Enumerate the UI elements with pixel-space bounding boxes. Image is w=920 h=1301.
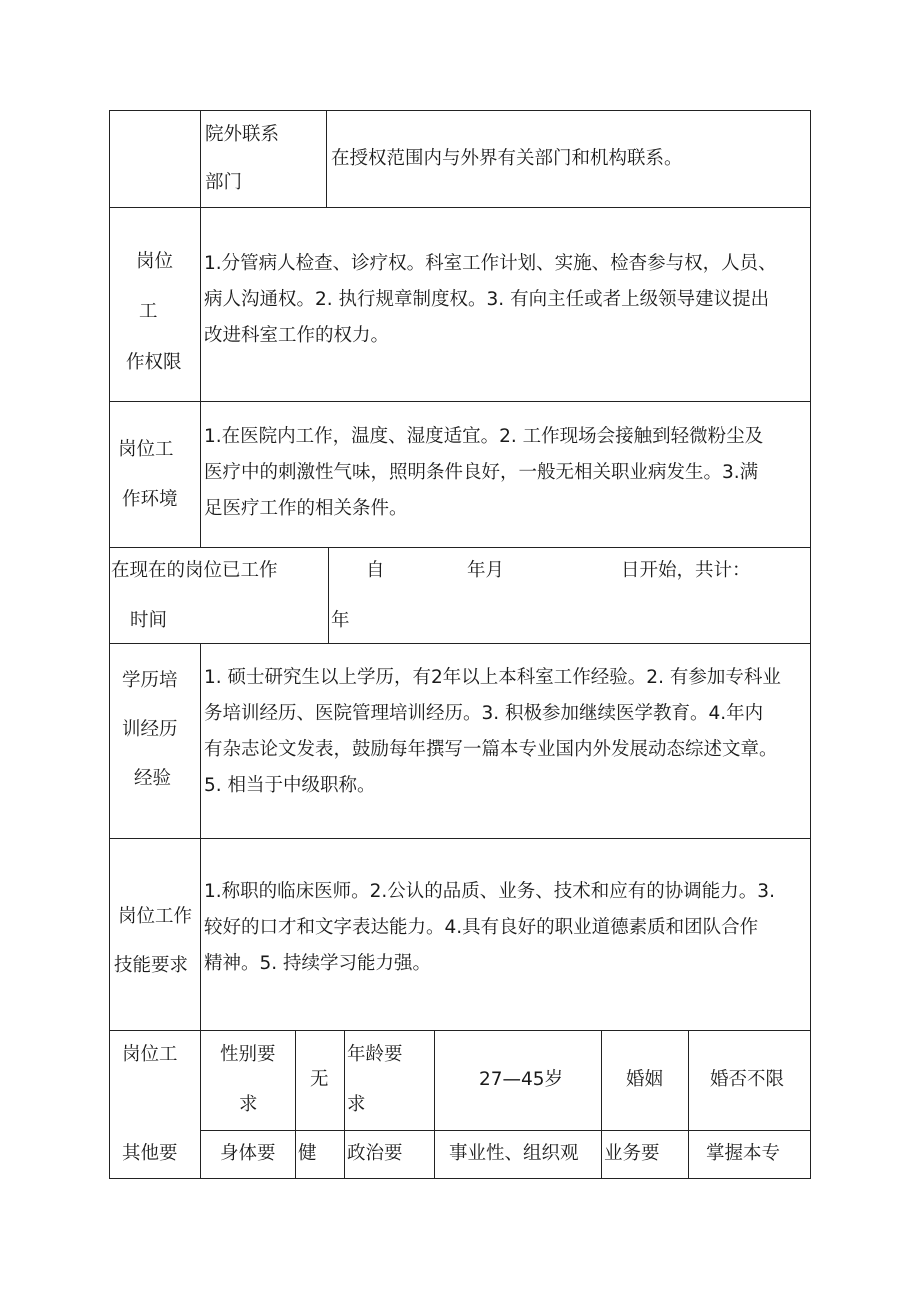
col-divider	[434, 1030, 435, 1178]
other-label-line2: 其他要	[122, 1143, 178, 1164]
marriage-value: 婚否不限	[710, 1069, 785, 1090]
business-value: 掌握本专	[706, 1143, 781, 1164]
external-contact-content: 在授权范围内与外界有关部门和机构联系。	[331, 148, 683, 169]
environment-content-line: 足医疗工作的相关条件。	[204, 498, 408, 519]
authority-label-line1: 岗位	[136, 251, 174, 272]
authority-label-line2: 工	[139, 301, 158, 322]
politics-value: 事业性、组织观	[449, 1143, 579, 1164]
tenure-label-line1: 在现在的岗位已工作	[111, 560, 278, 581]
education-content-line: 5. 相当于中级职称。	[204, 775, 376, 796]
col-divider	[344, 1030, 345, 1178]
body-label: 身体要	[220, 1143, 276, 1164]
authority-content	[204, 246, 777, 354]
education-label-line3: 经验	[134, 768, 172, 789]
environment-label-line1: 岗位工	[118, 439, 174, 460]
tenure-year: 年	[331, 610, 350, 631]
business-label: 业务要	[604, 1143, 660, 1164]
gender-label-line2: 求	[239, 1094, 258, 1115]
politics-label: 政治要	[347, 1143, 403, 1164]
row-divider	[109, 1030, 811, 1031]
authority-content-line: 1.分管病人检查、诊疗权。科室工作计划、实施、检杳参与权，人员、	[204, 253, 777, 274]
education-content	[204, 660, 781, 804]
col-divider	[200, 1030, 201, 1178]
age-label-line1: 年龄要	[347, 1044, 403, 1065]
authority-content-line: 改进科室工作的权力。	[204, 325, 390, 346]
skills-content-line: 精神。5. 持续学习能力强。	[204, 953, 432, 974]
tenure-label-line2: 时间	[130, 610, 168, 631]
age-value: 27—45岁	[479, 1069, 564, 1090]
marriage-label: 婚姻	[626, 1069, 664, 1090]
col-divider	[200, 110, 201, 207]
row-divider	[109, 838, 811, 839]
education-content-line: 有杂志论文发表，鼓励每年撰写一篇本专业国内外发展动态综述文章。	[204, 739, 778, 760]
tenure-year-month: 年月	[467, 560, 505, 581]
body-value: 健	[298, 1143, 317, 1164]
tenure-from: 自	[366, 560, 385, 581]
tenure-day-start: 日开始，共计：	[621, 560, 751, 581]
row-divider	[109, 547, 811, 548]
table-border-left	[109, 110, 110, 1178]
col-divider	[326, 110, 327, 207]
skills-content-line: 1.称职的临床医师。2.公认的品质、业务、技术和应有的协调能力。3.	[204, 881, 775, 902]
row-divider	[109, 643, 811, 644]
row-divider	[200, 1130, 811, 1131]
col-divider	[295, 1030, 296, 1178]
external-contact-label-line2: 部门	[205, 172, 243, 193]
education-content-line: 务培训经历、医院管理培训经历。3. 积极参加继续医学教育。4.年内	[204, 703, 764, 724]
skills-content	[204, 874, 775, 982]
skills-label-line1: 岗位工作	[118, 906, 193, 927]
col-divider	[200, 643, 201, 1030]
environment-content	[204, 419, 763, 527]
col-divider	[200, 207, 201, 547]
environment-content-line: 医疗中的刺激性气味，照明条件良好，一般无相关职业病发生。3.满	[204, 462, 759, 483]
gender-label-line1: 性别要	[220, 1044, 276, 1065]
table-border-top	[109, 110, 811, 111]
table-border-right	[810, 110, 811, 1178]
external-contact-label-line1: 院外联系	[205, 124, 280, 145]
age-label-line2: 求	[347, 1094, 366, 1115]
table-border-bottom	[109, 1178, 811, 1179]
environment-label-line2: 作环境	[122, 489, 178, 510]
education-label-line2: 训经历	[122, 719, 178, 740]
environment-content-line: 1.在医院内工作，温度、湿度适宜。2. 工作现场会接触到轻微粉尘及	[204, 426, 764, 447]
col-divider	[328, 547, 329, 643]
gender-value: 无	[310, 1069, 329, 1090]
education-content-line: 1. 硕士研究生以上学历，有2年以上本科室工作经验。2. 有参加专科业	[204, 667, 781, 688]
skills-content-line: 较好的口才和文字表达能力。4.具有良好的职业道德素质和团队合作	[204, 917, 759, 938]
col-divider	[601, 1030, 602, 1178]
row-divider	[109, 401, 811, 402]
other-label-line1: 岗位工	[122, 1044, 178, 1065]
authority-content-line: 病人沟通权。2. 执行规章制度权。3. 有向主任或者上级领导建议提出	[204, 289, 770, 310]
skills-label-line2: 技能要求	[114, 955, 189, 976]
col-divider	[688, 1030, 689, 1178]
education-label-line1: 学历培	[122, 670, 178, 691]
row-divider	[109, 207, 811, 208]
authority-label-line3: 作权限	[126, 352, 182, 373]
